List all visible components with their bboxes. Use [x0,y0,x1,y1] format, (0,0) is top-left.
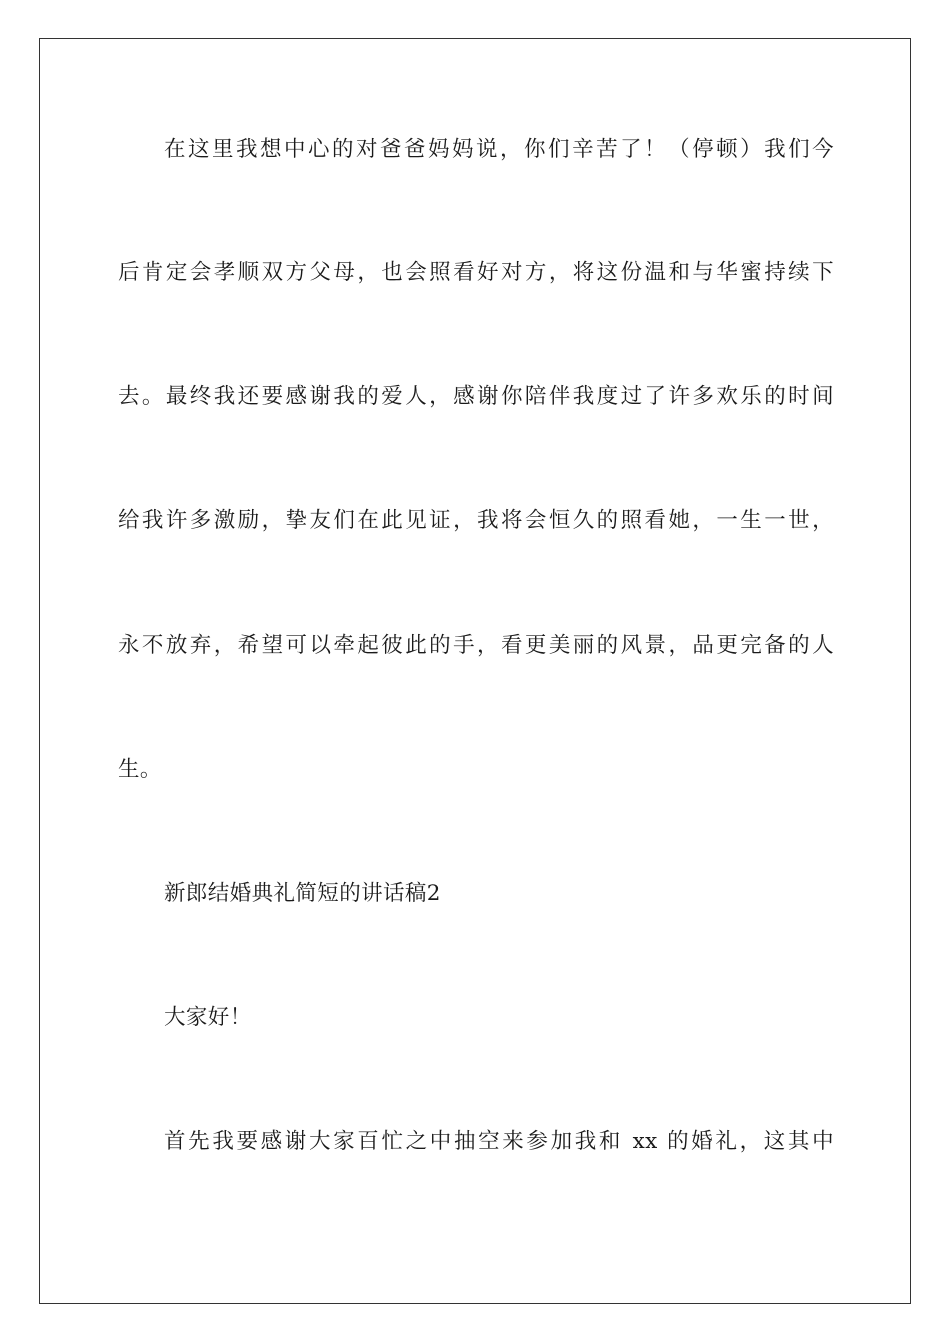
paragraph-line-2: 后肯定会孝顺双方父母，也会照看好对方，将这份温和与华蜜持续下 [118,260,834,285]
closing-line: 首先我要感谢大家百忙之中抽空来参加我和 xx 的婚礼，这其中 [164,1129,834,1154]
paragraph-line-6: 生。 [118,757,162,782]
paragraph-line-3: 去。最终我还要感谢我的爱人，感谢你陪伴我度过了许多欢乐的时间 [118,384,834,409]
paragraph-line-4: 给我许多激励，挚友们在此见证，我将会恒久的照看她，一生一世， [118,508,834,533]
page-border [39,38,911,1304]
greeting-line: 大家好！ [164,1005,252,1030]
paragraph-line-1: 在这里我想中心的对爸爸妈妈说，你们辛苦了！（停顿）我们今 [164,137,834,162]
section-heading: 新郎结婚典礼简短的讲话稿2 [164,881,441,906]
paragraph-line-5: 永不放弃，希望可以牵起彼此的手，看更美丽的风景，品更完备的人 [118,633,834,658]
